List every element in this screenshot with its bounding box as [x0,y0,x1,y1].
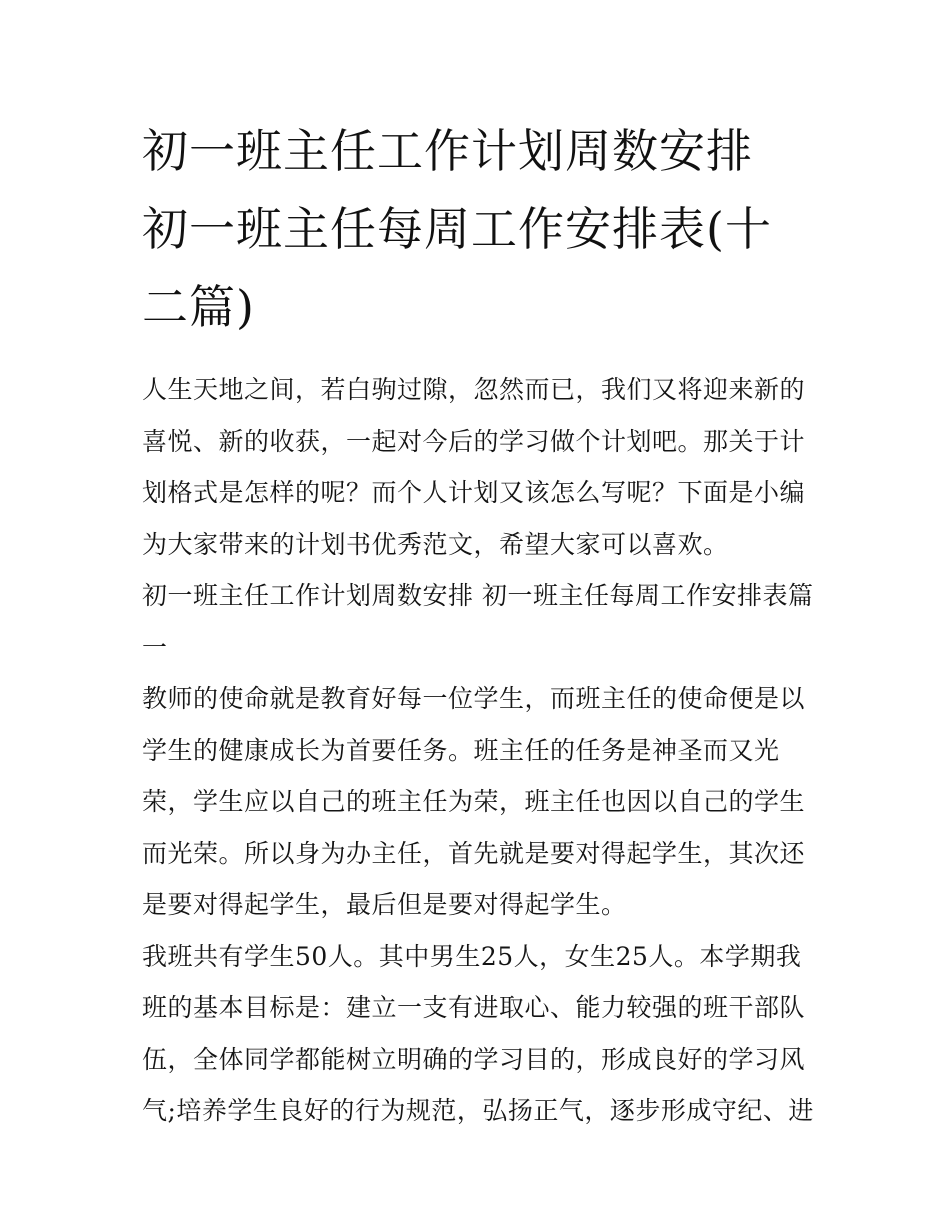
document-page [142,112,814,1137]
body-paragraph: 教师的使命就是教育好每一位学生，而班主任的使命便是以学生的健康成长为首要任务。班主任的任务是神圣而又光荣，学生应以自己的班主任为荣，班主任也因以自己的学生而光荣。所以身为办主任，首先就是要对得起学生，其次还是要对得起学生，最后但是要对得起学生。 [142,684,806,919]
section-number: 一 [142,632,168,662]
document-title: 初一班主任工作计划周数安排 初一班主任每周工作安排表(十二篇) [142,124,772,334]
section-heading: 初一班主任工作计划周数安排 初一班主任每周工作安排表篇 [142,581,814,610]
intro-paragraph: 人生天地之间，若白驹过隙，忽然而已，我们又将迎来新的喜悦、新的收获，一起对今后的学习做个计划吧。那关于计划格式是怎样的呢？而个人计划又该怎么写呢？下面是小编为大家带来的计划书优秀范文，希望大家可以喜欢。 [142,375,806,559]
body-paragraph: 我班共有学生50人。其中男生25人，女生25人。本学期我班的基本目标是：建立一支有进取心、能力较强的班干部队伍，全体同学都能树立明确的学习目的，形成良好的学习风气;培养学生良好的行为规范，弘扬正气，逐步形成守纪、进 [142,941,814,1125]
